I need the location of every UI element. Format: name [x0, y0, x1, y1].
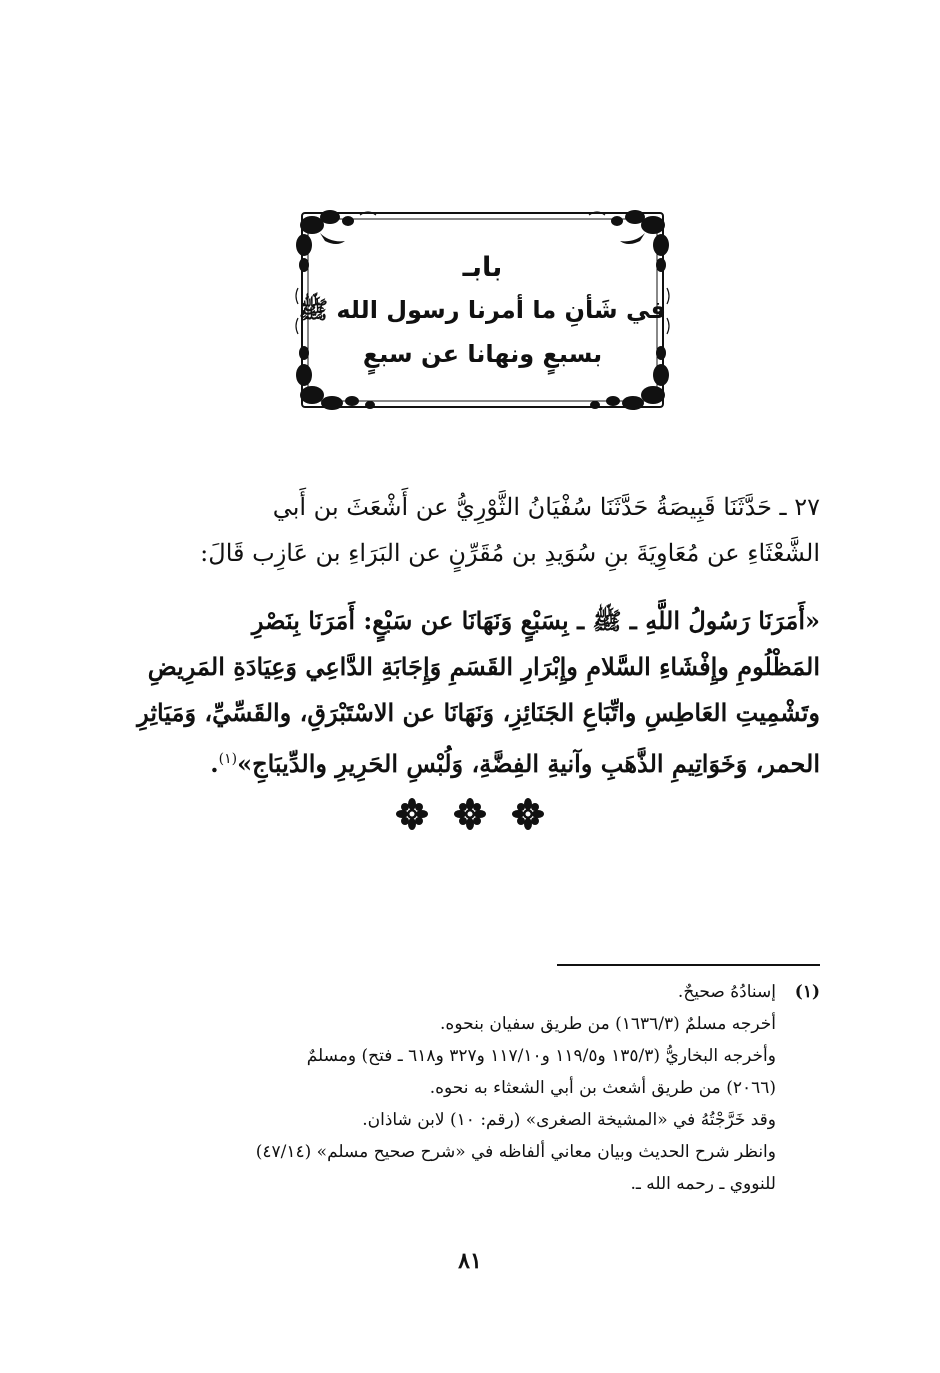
- footnote-line: وانظر شرح الحديث وبيان معاني ألفاظه في «شرح صحيح مسلم» (٤٧/١٤): [255, 1142, 776, 1162]
- chapter-title-line-2: بسبعٍ ونهانا عن سبعٍ: [362, 340, 603, 368]
- chapter-header-frame: [290, 203, 675, 417]
- matn-line: وتَشْمِيتِ العَاطِسِ واتِّبَاعِ الجَنَائِزِ، وَنَهَانَا عن الاسْتَبْرَقِ، والقَسِّيِّ، وَمَيَاثِرِ: [137, 698, 820, 727]
- footnote-divider: [557, 964, 820, 966]
- footnote-line: أخرجه مسلمٌ (١٦٣٦/٣) من طريق سفيان بنحوه.: [440, 1014, 776, 1034]
- matn-end-dot: .: [210, 749, 219, 778]
- footnotes: [100, 976, 820, 1200]
- footnote-1: [100, 976, 820, 1008]
- hadith-matn: [100, 598, 820, 787]
- footnote-line: وقد خَرَّجْتُهُ في «المشيخة الصغرى» (رقم: ١٠) لابن شاذان.: [362, 1110, 776, 1130]
- chapter-title-line-1: في شَأنِ ما أمرنا رسول الله ﷺ: [298, 296, 666, 324]
- flower-ornament-icon: [454, 798, 486, 830]
- matn-line: المَظْلُومِ وإِفْشَاءِ السَّلامِ وإِبْرَارِ القَسَمِ وَإِجَابَةِ الدَّاعِي وَعِيَادَةِ المَرِيضِ: [147, 652, 820, 681]
- footnote-heading: إسنادُهُ صحيحٌ.: [677, 982, 776, 1002]
- hadith-isnad: [100, 484, 820, 576]
- flower-ornament-icon: [512, 798, 544, 830]
- matn-line-text: الحمر، وَخَوَاتِيمِ الذَّهَبِ وآنيةِ الفِضَّةِ، وَلُبْسِ الحَرِيرِ والدِّيبَاجِ»: [237, 749, 820, 778]
- footnote-line: للنووي ـ رحمه الله ـ.: [630, 1174, 776, 1194]
- footnote-line: (٢٠٦٦) من طريق أشعث بن أبي الشعثاء به نحوه.: [429, 1078, 776, 1098]
- page-number: ٨١: [458, 1248, 482, 1274]
- footnote-reference[interactable]: (١): [218, 751, 238, 767]
- flower-ornament-icon: [396, 798, 428, 830]
- chapter-label: بابـ: [462, 252, 503, 283]
- chapter-heading: [298, 203, 666, 417]
- matn-line-last: [100, 736, 820, 787]
- section-separator: [0, 798, 940, 830]
- footnote-line: وأخرجه البخاريُّ (١٣٥/٣ و١١٩/٥ و١١٧/١٠ و٣٢٧ و٦١٨ ـ فتح) ومسلمٌ: [306, 1046, 776, 1066]
- isnad-line: ٢٧ ـ حَدَّثَنَا قَبِيصَةُ حَدَّثَنَا سُفْيَانُ الثَّوْرِيُّ عن أَشْعَثَ بن أَبي: [272, 493, 820, 521]
- matn-line: «أَمَرَنَا رَسُولُ اللَّهِ ـ ﷺ ـ بِسَبْعٍ وَنَهَانَا عن سَبْعٍ: أَمَرَنَا بِنَصْرِ: [251, 606, 820, 635]
- footnote-number: (١): [794, 982, 820, 1002]
- isnad-line: الشَّعْثَاءِ عن مُعَاوِيَةَ بنِ سُوَيدِ بن مُقَرِّنٍ عن البَرَاءِ بن عَازِب قَالَ:: [200, 539, 820, 567]
